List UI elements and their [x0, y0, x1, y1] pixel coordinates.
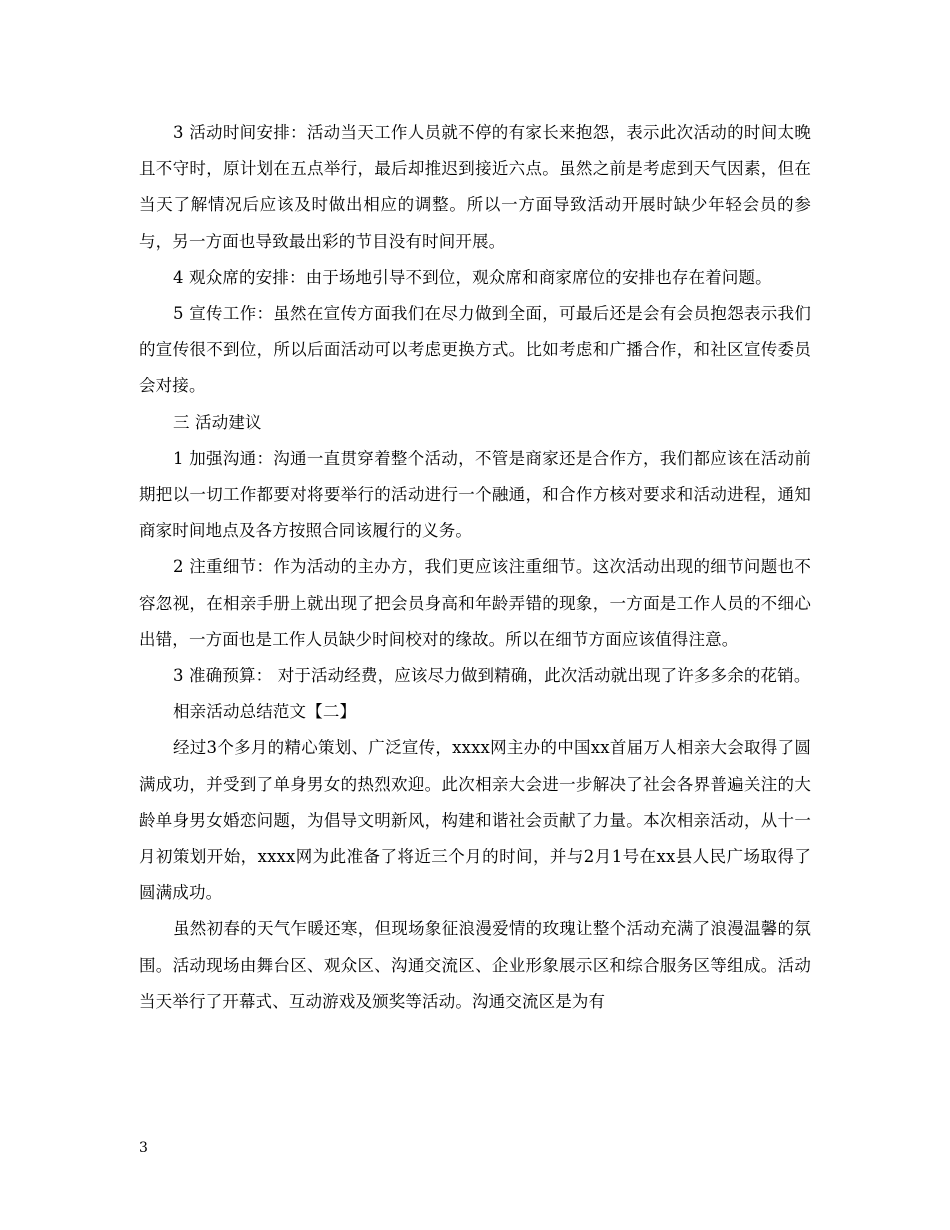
paragraph-event-summary: 经过3个多月的精心策划、广泛宣传，xxxx网主办的中国xx首届万人相亲大会取得了圆满成功，并受到了单身男女的热烈欢迎。此次相亲大会进一步解决了社会各界普遍关注的大龄单身男女婚恋问题，为倡导文明新风，构建和谐社会贡献了力量。本次相亲活动，从十一月初策划开始，xxxx网为此准备了将近三个月的时间，并与2月1号在xx县人民广场取得了圆满成功。	[139, 738, 811, 903]
paragraph-communication: 1 加强沟通：沟通一直贯穿着整个活动，不管是商家还是合作方，我们都应该在活动前期把以一切工作都要对将要举行的活动进行一个融通，和合作方核对要求和活动进程，通知商家时间地点及各方按照合同该履行的义务。	[139, 448, 811, 541]
paragraph-seating-issue: 4 观众席的安排：由于场地引导不到位，观众席和商家席位的安排也存在着问题。	[173, 267, 772, 287]
section-heading-suggestions: 三 活动建议	[173, 412, 262, 432]
paragraph-details: 2 注重细节：作为活动的主办方，我们更应该注重细节。这次活动出现的细节问题也不容忽视，在相亲手册上就出现了把会员身高和年龄弄错的现象，一方面是工作人员的不细心出错，一方面也是工作人员缺少时间校对的缘故。所以在细节方面应该值得注意。	[139, 557, 811, 649]
paragraph-event-venue: 虽然初春的天气乍暖还寒，但现场象征浪漫爱情的玫瑰让整个活动充满了浪漫温馨的氛围。活动现场由舞台区、观众区、沟通交流区、企业形象展示区和综合服务区等组成。活动当天举行了开幕式、互动游戏及颁奖等活动。沟通交流区是为有	[139, 919, 811, 1011]
page-number: 3	[139, 1140, 148, 1156]
document-body	[139, 115, 811, 1020]
paragraph-schedule-issue: 3 活动时间安排：活动当天工作人员就不停的有家长来抱怨，表示此次活动的时间太晚且不守时，原计划在五点举行，最后却推迟到接近六点。虽然之前是考虑到天气因素，但在当天了解情况后应该及时做出相应的调整。所以一方面导致活动开展时缺少年轻会员的参与，另一方面也导致最出彩的节目没有时间开展。	[139, 123, 811, 251]
paragraph-publicity-issue: 5 宣传工作：虽然在宣传方面我们在尽力做到全面，可最后还是会有会员抱怨表示我们的宣传很不到位，所以后面活动可以考虑更换方式。比如考虑和广播合作，和社区宣传委员会对接。	[139, 304, 811, 396]
paragraph-budget: 3 准确预算： 对于活动经费，应该尽力做到精确，此次活动就出现了许多多余的花销。	[173, 666, 811, 686]
section-heading-sample-two: 相亲活动总结范文【二】	[173, 702, 357, 722]
